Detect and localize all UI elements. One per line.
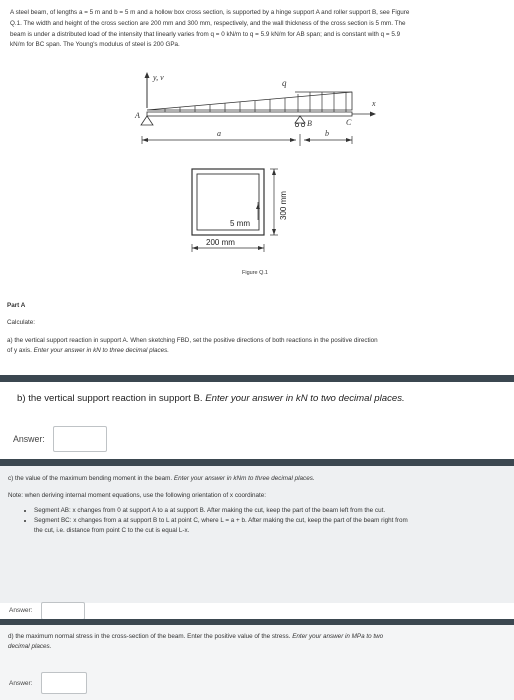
part-c-bullets <box>18 506 508 536</box>
part-d-answer-input[interactable] <box>41 672 87 694</box>
part-a-line-2 <box>7 346 507 356</box>
x-axis-label: x <box>372 99 376 108</box>
bullet-segment-bc-line1: Segment BC: x changes from a at support B to L at point C, where L = a + b. After making the cut, keep the part of the beam right from <box>34 517 408 524</box>
part-c-note: Note: when deriving internal moment equations, use the following orientation of x coordinate: <box>8 492 266 499</box>
part-c-bullet-list <box>18 506 508 536</box>
label-b: B <box>307 119 312 128</box>
x-axis-arrow-icon <box>370 112 376 117</box>
calculate-label: Calculate: <box>7 319 36 326</box>
part-b-answer-input[interactable] <box>53 426 107 452</box>
dim-arrow-icon <box>304 138 310 142</box>
part-d-hint-2: decimal places. <box>8 643 52 650</box>
intro-line-1: A steel beam, of lengths a = 5 m and b = 5 m and a hollow box cross section, is supported by a hinge support A and roller support B, see Figure <box>10 9 410 16</box>
hinge-support-a-icon <box>141 116 153 125</box>
part-c-answer-input[interactable] <box>41 602 85 620</box>
dim-a-label: a <box>217 129 221 138</box>
height-label: 300 mm <box>279 191 288 220</box>
dimension-lines <box>142 134 352 146</box>
width-label: 200 mm <box>206 238 235 247</box>
part-c-hint: Enter your answer in kNm to three decimal places. <box>173 475 315 482</box>
problem-statement <box>10 8 506 51</box>
part-b-answer-label: Answer: <box>13 434 45 444</box>
beam <box>147 112 352 116</box>
part-a-hint: Enter your answer in kN to three decimal places. <box>33 347 170 354</box>
part-a-question <box>7 336 507 356</box>
dim-arrow-icon <box>290 138 296 142</box>
label-c: C <box>346 118 352 127</box>
part-b-text: b) the vertical support reaction in support B. <box>17 393 203 404</box>
intro-line-2: Q.1. The width and height of the cross section are 200 mm and 300 mm, respectively, and the wall thickness of the cross section is 5 mm. The <box>10 19 406 27</box>
intro-line-3: beam is under a distributed load of the intensity that linearly varies from q = 0 kN/m to q = 5.9 kN/m for AB span; and is constant with q = 5.9 <box>10 30 401 38</box>
part-d-text: d) the maximum normal stress in the cross-section of the beam. Enter the positive value of the stress. <box>8 633 291 640</box>
figure-caption: Figure Q.1 <box>242 270 268 276</box>
bullet-segment-bc-line2: the cut, i.e. distance from point C to the cut is equal L-x. <box>34 527 190 534</box>
section-divider <box>0 375 514 382</box>
y-axis-label: y, v <box>153 73 164 82</box>
roller-support-b-icon <box>295 116 305 123</box>
part-b-hint: Enter your answer in kN to two decimal places. <box>205 393 405 404</box>
width-arrow-icon <box>192 246 198 250</box>
part-d-question <box>8 632 506 652</box>
dim-b-label: b <box>325 129 329 138</box>
part-a-line-2-text: of y axis. <box>7 347 32 354</box>
beam-figure <box>120 68 380 283</box>
part-d-answer-label: Answer: <box>9 680 33 687</box>
part-c-text: c) the value of the maximum bending moment in the beam. <box>8 475 173 482</box>
bullet-segment-ab: • Segment AB: x changes from 0 at support A to a at support B. After making the cut, keep the part of the beam left from the cut. <box>34 506 508 516</box>
dim-arrow-icon <box>346 138 352 142</box>
width-arrow-icon <box>258 246 264 250</box>
bullet-segment-bc <box>34 516 508 536</box>
part-c-question <box>8 474 508 484</box>
height-arrow-icon <box>272 169 276 175</box>
dim-arrow-icon <box>142 138 148 142</box>
roller-wheel-icon <box>301 123 304 126</box>
intro-line-4: kN/m for BC span. The Young's modulus of steel is 200 GPa. <box>10 41 180 49</box>
section-divider <box>0 459 514 466</box>
height-arrow-icon <box>272 229 276 235</box>
part-d-hint: Enter your answer in MPa to two <box>292 633 384 640</box>
part-a-heading: Part A <box>7 302 26 309</box>
roller-wheel-icon <box>295 123 298 126</box>
load-triangle <box>147 92 352 110</box>
part-a-line-1: a) the vertical support reaction in support A. When sketching FBD, set the positive directions of both reactions in the positive direction <box>7 337 378 344</box>
y-axis-arrow-icon <box>145 72 150 78</box>
part-c-answer-label: Answer: <box>9 607 33 614</box>
load-label: q <box>282 78 287 88</box>
part-b-question <box>17 393 405 404</box>
thickness-label: 5 mm <box>230 219 250 228</box>
label-a: A <box>135 111 140 120</box>
